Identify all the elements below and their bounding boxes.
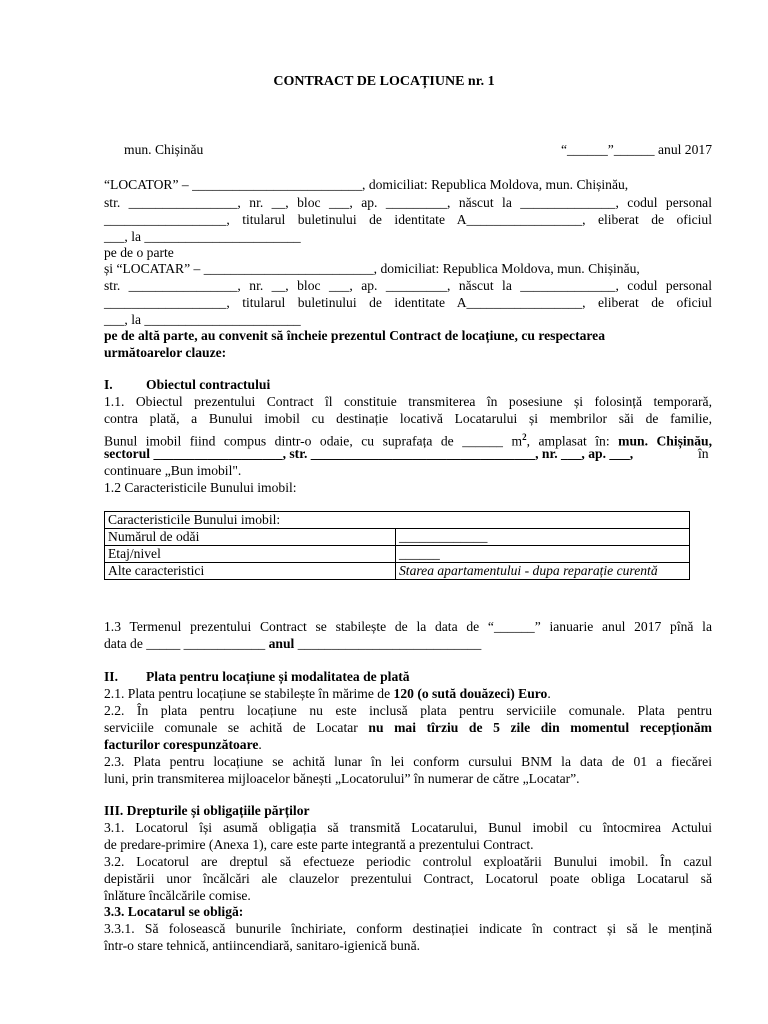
table-value-cell: ______: [396, 546, 690, 563]
locatar-line-3: __________________, titularul buletinului de identitate A_________________, eliberat de oficiul: [104, 295, 712, 310]
section-1-number: I.: [104, 377, 113, 392]
table-label-cell: Numărul de odăi: [105, 529, 396, 546]
section-1-title: Obiectul contractului: [146, 377, 271, 392]
section-2-number: II.: [104, 669, 118, 684]
clause-2-1-text: 2.1. Plata pentru locațiune se stabilește în mărime de: [104, 686, 394, 701]
clause-1-1-location-text: , amplasat în:: [526, 433, 619, 449]
clause-1-3-line-1: 1.3 Termenul prezentului Contract se stabilește de la data de “______” ianuarie anul 2017 pînă la: [104, 619, 712, 634]
clause-1-2: 1.2 Caracteristicile Bunului imobil:: [104, 480, 297, 495]
clause-1-3-line-2: [104, 635, 712, 653]
clause-3-3: 3.3. Locatarul se obligă:: [104, 904, 244, 919]
clause-2-2-line-2: [104, 719, 712, 737]
section-3-heading: III. Drepturile și obligațiile părților: [104, 803, 310, 818]
table-row: [105, 563, 690, 580]
clause-2-2-deadline: nu mai tîrziu de 5 zile din momentul recepționăm: [368, 720, 712, 735]
clause-3-3-1-line-2: într-o stare tehnică, antiincendiară, sanitaro-igienică bună.: [104, 938, 421, 953]
clause-1-1-city: mun. Chișinău,: [618, 433, 713, 449]
agreement-line-1: pe de altă parte, au convenit să încheie prezentul Contract de locațiune, cu respectarea: [104, 328, 606, 343]
clause-3-3-1-line-1: 3.3.1. Să folosească bunurile închiriate, conform destinației indicate în contract și să le mențină: [104, 921, 712, 936]
clause-1-1-line-1: 1.1. Obiectul prezentului Contract îl constituie transmiterea în posesiune și folosință temporară,: [104, 394, 712, 409]
clause-1-3-year-blank: ___________________________: [294, 636, 482, 651]
table-value-cell: _____________: [396, 529, 690, 546]
locatar-line-1: și “LOCATAR” – _________________________, domiciliat: Republica Moldova, mun. Chișinău,: [104, 261, 640, 276]
table-row: [105, 546, 690, 563]
locator-line-4: ___, la _______________________: [104, 229, 301, 244]
locatar-line-2: str. ________________, nr. __, bloc ___, ap. _________, născut la ______________, codul personal: [104, 278, 712, 293]
clause-2-3-line-1: 2.3. Plata pentru locațiune se achită lunar în lei conform cursului BNM la data de 01 a fiecărei: [104, 754, 712, 769]
locatar-line-4: ___, la _______________________: [104, 312, 301, 327]
rent-amount: 120 (o sută douăzeci) Euro: [393, 686, 548, 701]
table-label-cell: Alte caracteristici: [105, 563, 396, 580]
agreement-line-2: următoarelor clauze:: [104, 345, 227, 360]
locator-line-3: __________________, titularul buletinului de identitate A_________________, eliberat de oficiul: [104, 212, 712, 227]
table-value-cell: Starea apartamentului - dupa reparație curentă: [396, 563, 690, 580]
clause-1-1-line-4: sectorul ___________________, str. _________________________________, nr. ___, ap. ___,: [104, 446, 634, 461]
clause-2-2-text: serviciile comunale se achită de Locatar: [104, 720, 369, 735]
clause-1-3-year-label: anul: [268, 636, 295, 651]
property-characteristics-table: [104, 511, 690, 580]
clause-1-1-line-5: continuare „Bun imobil".: [104, 463, 242, 478]
clause-3-2-line-2: depistării unor încălcări ale clauzelor prezentului Contract, Locatorul poate obliga Locatarul să: [104, 871, 712, 886]
clause-2-1: [104, 685, 712, 703]
locator-line-5: pe de o parte: [104, 245, 174, 260]
clause-1-3-date-text: data de _____ ____________: [104, 636, 269, 651]
clause-2-3-line-2: luni, prin transmiterea mijloacelor bănești „Locatorului” în numerar de către „Locatar”.: [104, 771, 580, 786]
clause-1-1-line-4-end: în: [698, 446, 709, 461]
clause-3-1-line-1: 3.1. Locatorul își asumă obligația să transmită Locatarului, Bunul imobil cu întocmirea Actului: [104, 820, 712, 835]
locator-line-1: “LOCATOR” – _________________________, domiciliat: Republica Moldova, mun. Chișinău,: [104, 177, 629, 192]
contract-date: “______”______ anul 2017: [560, 142, 712, 157]
contract-title: CONTRACT DE LOCAȚIUNE nr. 1: [273, 74, 495, 89]
clause-3-2-line-1: 3.2. Locatorul are dreptul să efectueze periodic controlul exploatării Bunului imobil. În cazul: [104, 854, 712, 869]
section-2-title: Plata pentru locațiune și modalitatea de plată: [146, 669, 410, 684]
table-header-cell: Caracteristicile Bunului imobil:: [105, 512, 690, 529]
clause-3-2-line-3: înlăture încălcările comise.: [104, 888, 251, 903]
clause-1-1-line-2: contra plată, a Bunului imobil cu destinație locativă Locatarului și membrilor săi de familie,: [104, 411, 712, 426]
table-label-cell: Etaj/nivel: [105, 546, 396, 563]
clause-3-1-line-2: de predare-primire (Anexa 1), care este parte integrantă a prezentului Contract.: [104, 837, 534, 852]
place: mun. Chișinău: [124, 142, 204, 157]
locator-line-2: str. ________________, nr. __, bloc ___, ap. _________, născut la ______________, codul personal: [104, 195, 712, 210]
clause-2-2-invoices: facturilor corespunzătoare: [104, 737, 259, 752]
table-row: [105, 529, 690, 546]
table-header-row: [105, 512, 690, 529]
square-superscript: 2: [522, 432, 527, 442]
clause-2-2-line-1: 2.2. În plata pentru locațiune nu este inclusă plata pentru serviciile comunale. Plata pentru: [104, 703, 712, 718]
clause-2-2-line-3: [104, 736, 712, 754]
clause-2-2-end: .: [258, 737, 262, 752]
section-1-heading: [104, 376, 712, 394]
section-2-heading: [104, 668, 712, 686]
clause-1-1-area-text: Bunul imobil fiind compus dintr-o odaie, cu suprafața de ______ m: [104, 433, 523, 449]
clause-2-1-end: .: [547, 686, 551, 701]
